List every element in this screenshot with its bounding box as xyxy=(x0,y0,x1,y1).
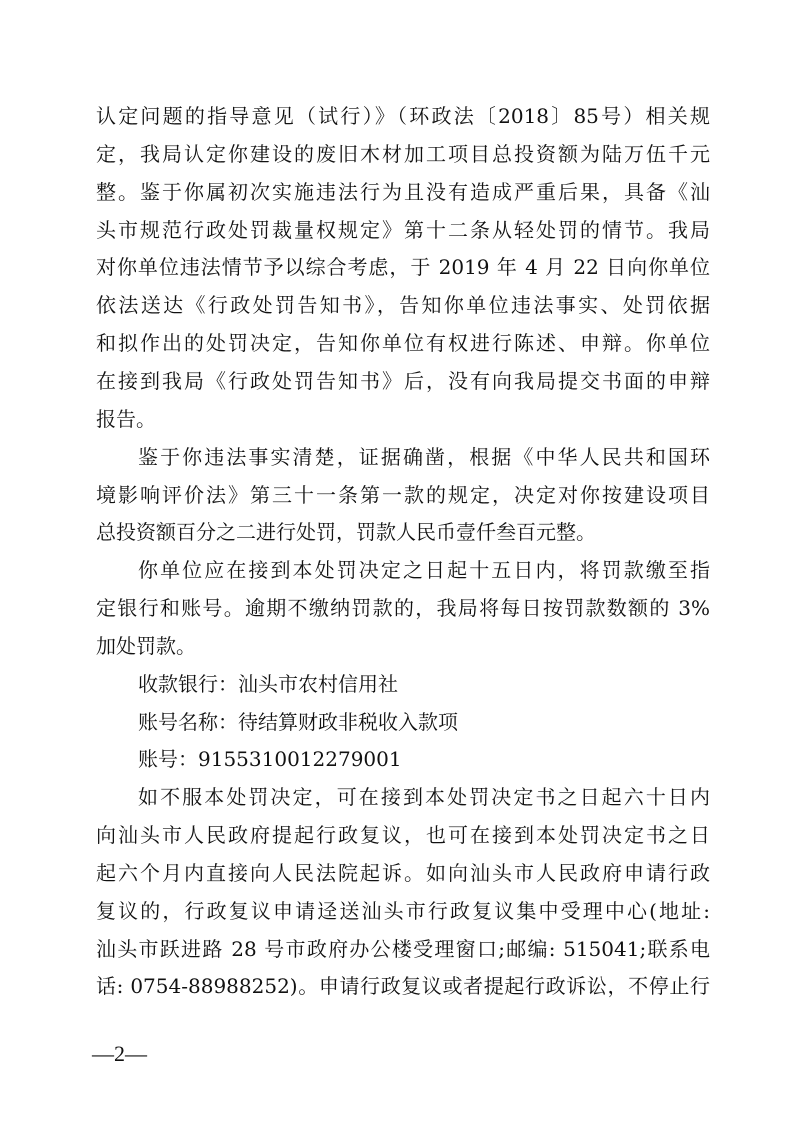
text-line: 在接到我局《行政处罚告知书》后，没有向我局提交书面的申辩 xyxy=(96,369,710,393)
text-line: 起六个月内直接向人民法院起诉。如向汕头市人民政府申请行政 xyxy=(96,861,710,885)
text-line: 总投资额百分之二进行处罚，罚款人民币壹仟叁百元整。 xyxy=(96,520,596,544)
text-line: 定银行和账号。逾期不缴纳罚款的，我局将每日按罚款数额的 3% xyxy=(96,596,710,620)
account-number-line: 账号：9155310012279001 xyxy=(138,747,402,771)
text-line: 如不服本处罚决定，可在接到本处罚决定书之日起六十日内 xyxy=(138,785,710,809)
text-line: 报告。 xyxy=(96,407,156,431)
bank-name-line: 收款银行：汕头市农村信用社 xyxy=(138,672,398,696)
text-line: 话: 0754-88988252)。申请行政复议或者提起行政诉讼，不停止行 xyxy=(96,974,710,998)
text-line: 向汕头市人民政府提起行政复议，也可在接到本处罚决定书之日 xyxy=(96,823,710,847)
text-line: 头市规范行政处罚裁量权规定》第十二条从轻处罚的情节。我局 xyxy=(96,218,710,242)
text-line: 认定问题的指导意见（试行）》（环政法〔2018〕85号）相关规 xyxy=(96,104,710,128)
text-line: 你单位应在接到本处罚决定之日起十五日内，将罚款缴至指 xyxy=(138,558,710,582)
account-name-line: 账号名称：待结算财政非税收入款项 xyxy=(138,710,458,734)
text-line: 和拟作出的处罚决定，告知你单位有权进行陈述、申辩。你单位 xyxy=(96,331,710,355)
text-line: 对你单位违法情节予以综合考虑，于 2019 年 4 月 22 日向你单位 xyxy=(96,255,710,279)
text-line: 复议的，行政复议申请迳送汕头市行政复议集中受理中心(地址: xyxy=(96,899,710,923)
text-line: 鉴于你违法事实清楚，证据确凿，根据《中华人民共和国环 xyxy=(138,445,710,469)
text-line: 汕头市跃进路 28 号市政府办公楼受理窗口;邮编: 515041;联系电 xyxy=(96,937,710,961)
text-line: 境影响评价法》第三十一条第一款的规定，决定对你按建设项目 xyxy=(96,483,710,507)
page-number: —2— xyxy=(92,1041,147,1066)
text-line: 加处罚款。 xyxy=(96,634,196,658)
text-line: 整。鉴于你属初次实施违法行为且没有造成严重后果，具备《汕 xyxy=(96,180,710,204)
text-line: 定，我局认定你建设的废旧木材加工项目总投资额为陆万伍千元 xyxy=(96,142,710,166)
text-line: 依法送达《行政处罚告知书》，告知你单位违法事实、处罚依据 xyxy=(96,293,710,317)
